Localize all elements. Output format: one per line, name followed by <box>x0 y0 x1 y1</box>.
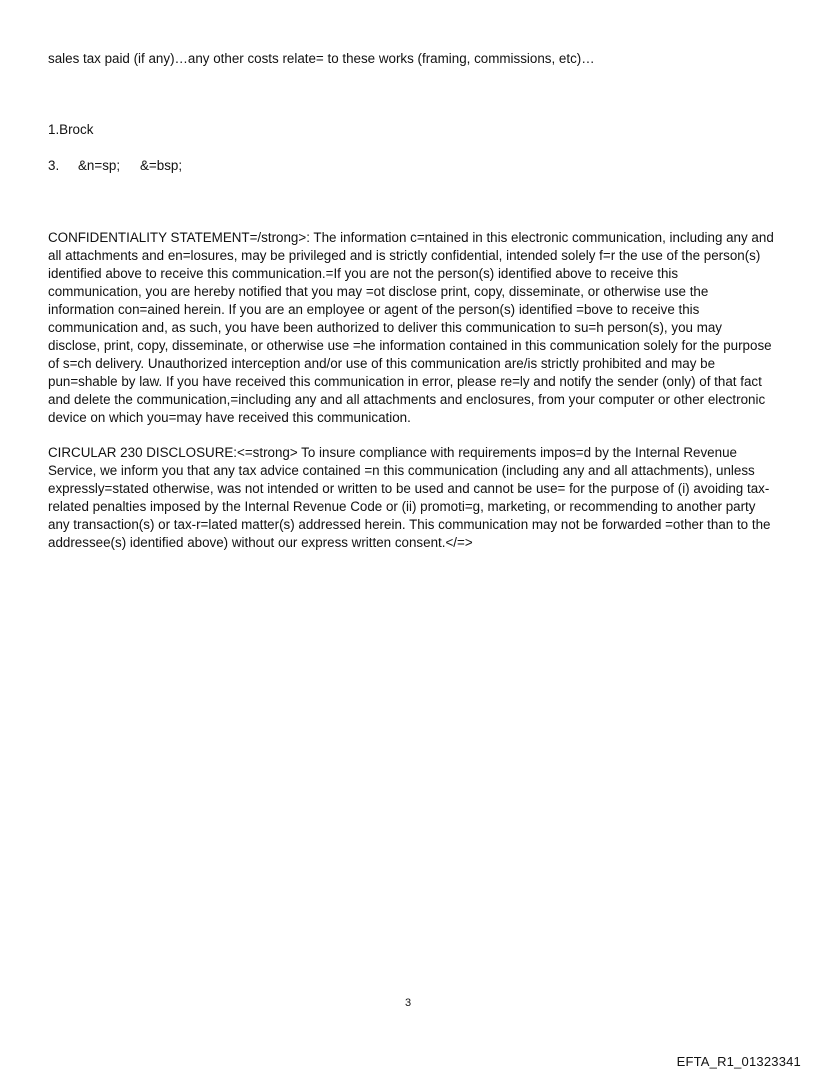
document-id: EFTA_R1_01323341 <box>676 1054 801 1069</box>
brock-line: 1.Brock <box>48 122 94 137</box>
line-number: 3. <box>48 158 60 173</box>
page-number: 3 <box>404 997 412 1009</box>
entity-text-2: &=bsp; <box>140 158 183 173</box>
numbered-line-three <box>48 157 774 175</box>
entity-text-1: &n=sp; <box>78 158 121 173</box>
circular-230-disclosure: CIRCULAR 230 DISCLOSURE:<=strong> To insure compliance with requirements impos=d by the Internal Revenue Service, we inform you that any tax advice contained =n this communication (including any and all attachments), unless expressly=stated otherwise, was not intended or written to be used and cannot be use= for the purpose of (i) avoiding tax-related penalties imposed by the Internal Revenue Code or (ii) promoti=g, marketing, or recommending to another party any transaction(s) or tax-r=lated matter(s) addressed herein. This communication may not be forwarded =other than to the addressee(s) identified above) without our express written consent.</=> <box>48 445 771 550</box>
sales-tax-line: sales tax paid (if any)…any other costs relate= to these works (framing, commissions, etc)… <box>48 51 595 66</box>
confidentiality-statement: CONFIDENTIALITY STATEMENT=/strong>: The information c=ntained in this electronic communication, including any and all attachments and en=losures, may be privileged and is strictly confidential, intended solely f=r the use of the person(s) identified above to receive this communication.=If you are not the person(s) identified above to receive this communication, you are hereby notified that you may =ot disclose print, copy, disseminate, or otherwise use the information con=ained herein. If you are an employee or agent of the person(s) identified =bove to receive this communication and, as such, you have been authorized to deliver this communication to su=h person(s), you may disclose, print, copy, disseminate, or otherwise use =he information contained in this communication solely for the purpose of s=ch delivery. Unauthorized interception and/or use of this communication are/is strictly prohibited and may be pun=shable by law. If you have received this communication in error, please re=ly and notify the sender (only) of that fact and delete the communication,=including any and all attachments and enclosures, from your computer or other electronic device on which you=may have received this communication. <box>48 230 774 425</box>
